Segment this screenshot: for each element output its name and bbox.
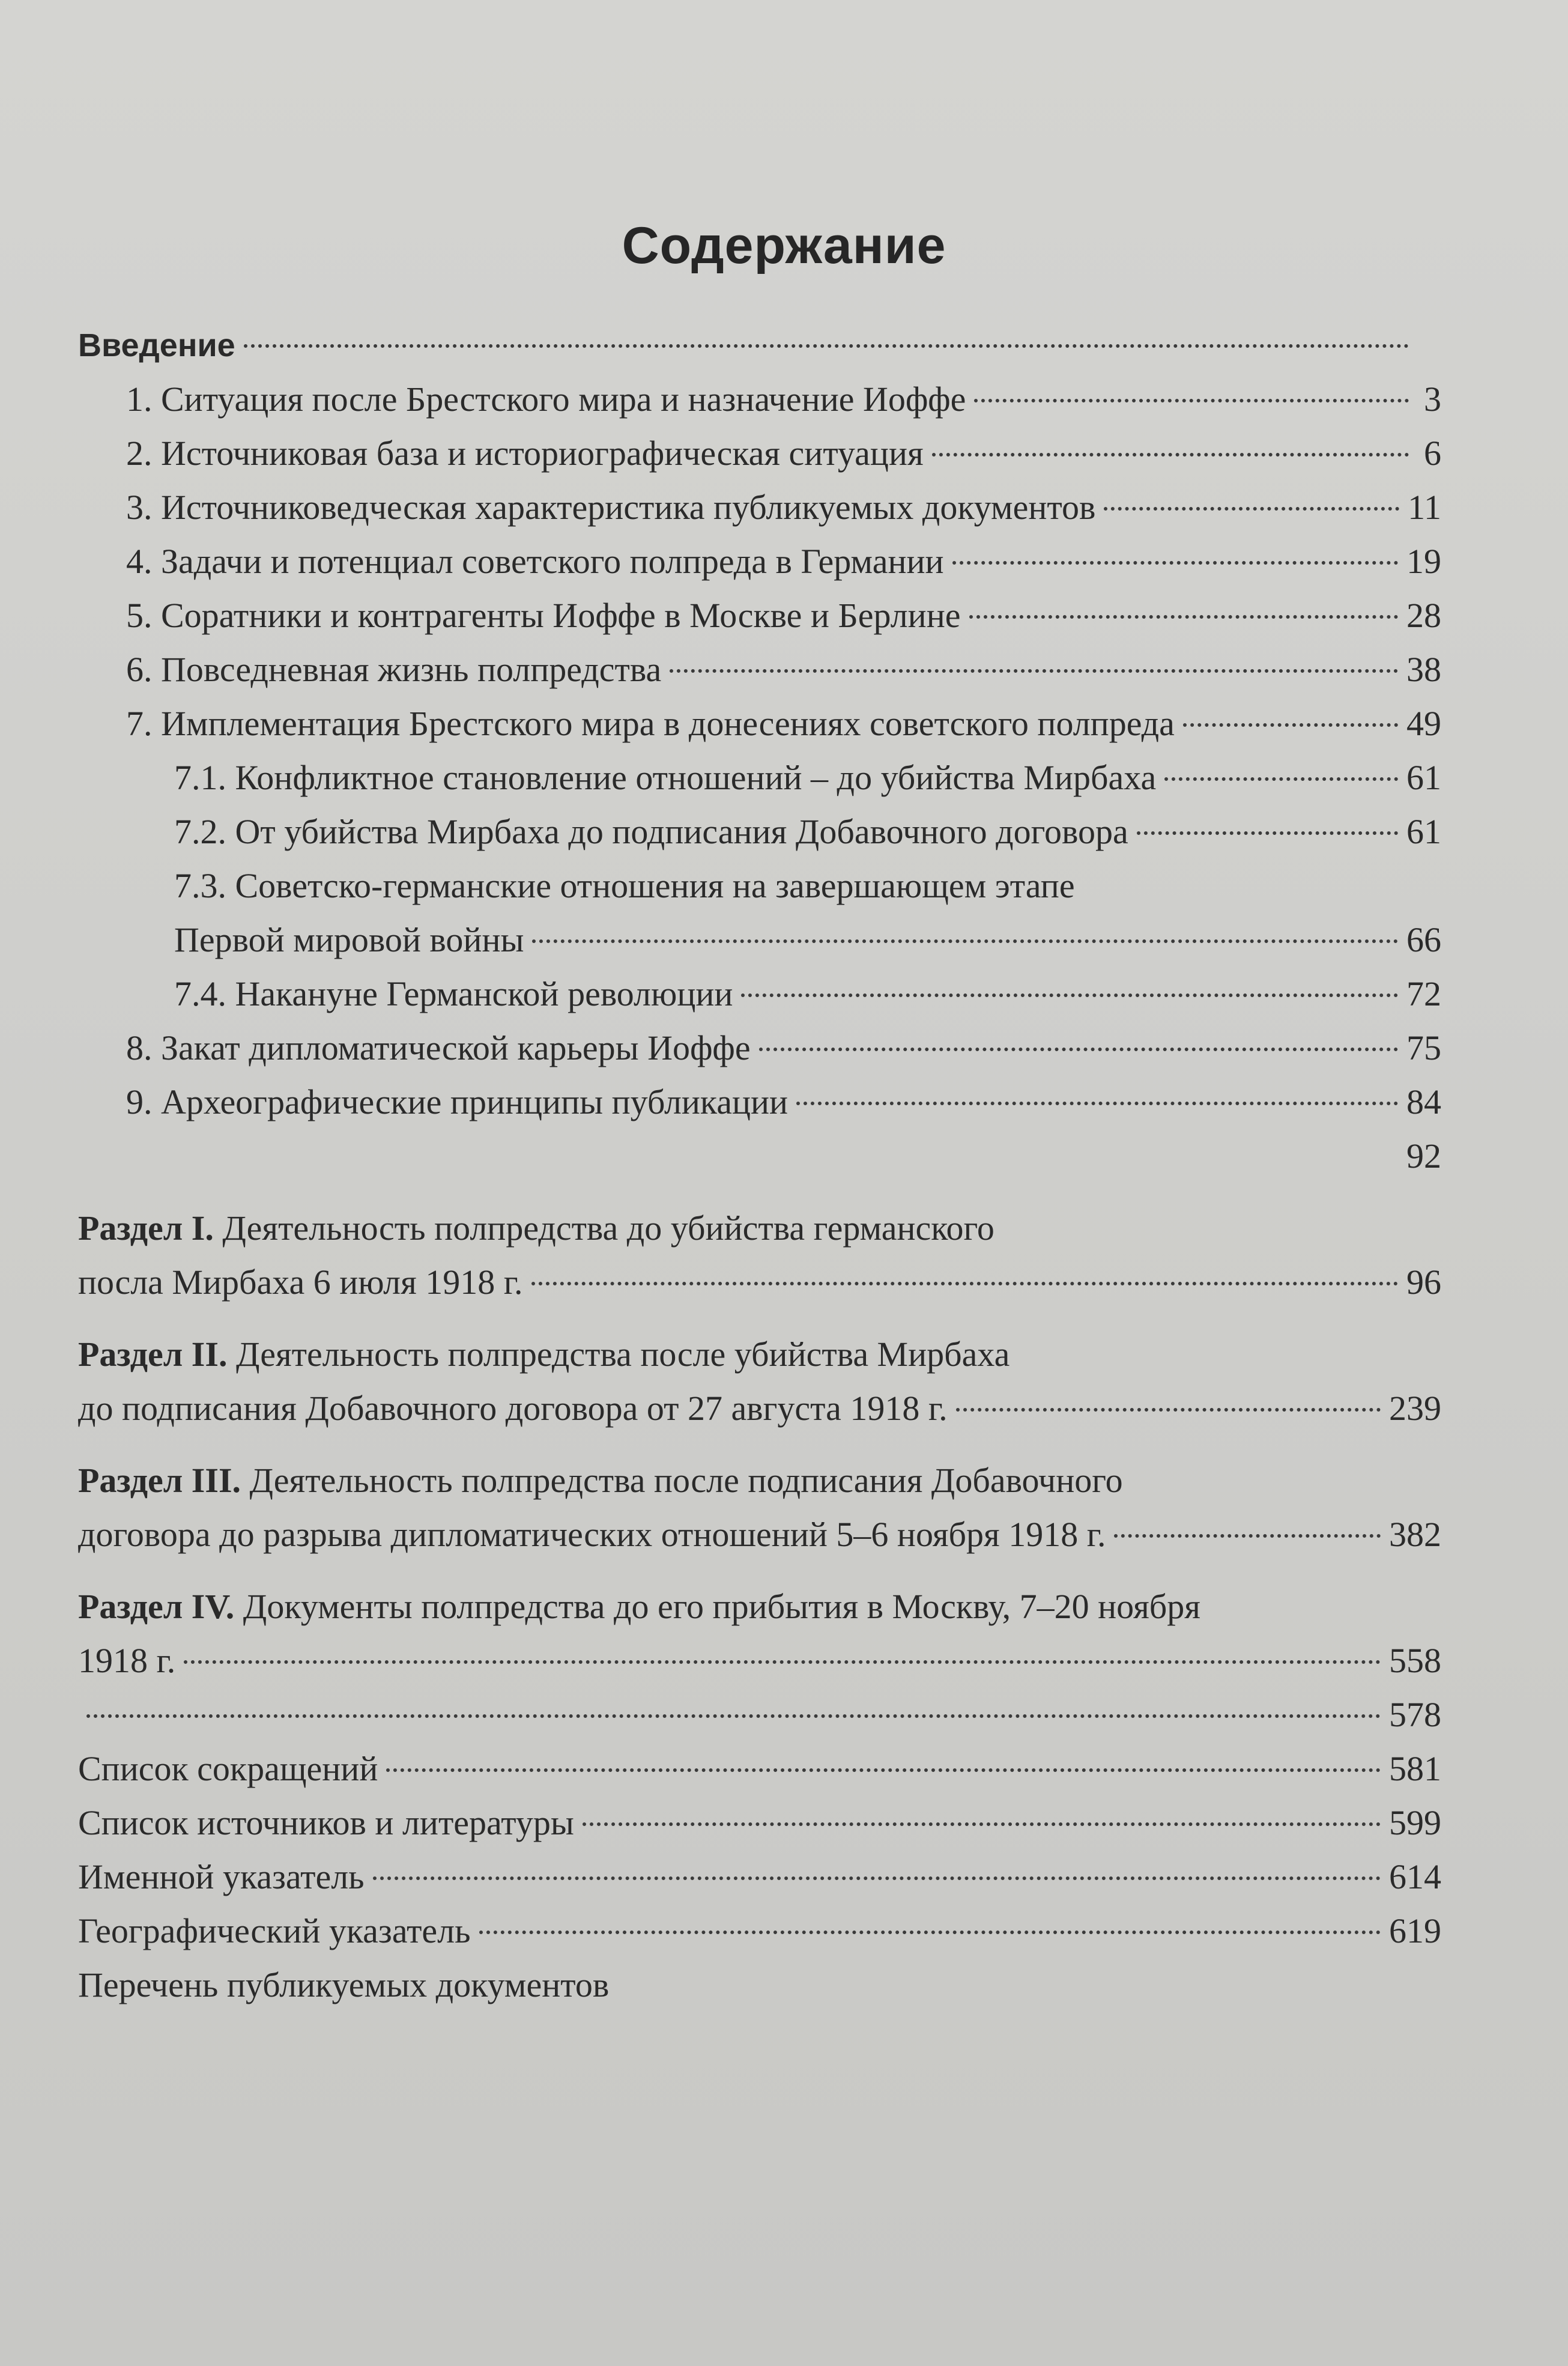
leader-dots <box>974 399 1409 402</box>
toc-page-number: 38 <box>1406 650 1441 689</box>
toc-entry-intro <box>78 318 1441 372</box>
leader-dots <box>244 344 1409 348</box>
leader-dots <box>386 1768 1381 1772</box>
toc-section-title: Деятельность полпредства после подписания Добавочного <box>249 1461 1123 1500</box>
toc-appendix-entry <box>78 1742 1441 1796</box>
toc-page-number: 239 <box>1389 1389 1441 1428</box>
toc-section-line1 <box>78 1580 1441 1634</box>
toc-page-number: 96 <box>1406 1263 1441 1302</box>
toc-section-number: Раздел II. <box>78 1335 228 1374</box>
toc-entry <box>78 643 1441 697</box>
toc-page-number: 92 <box>1406 1136 1441 1175</box>
toc-section-title: Деятельность полпредства до убийства германского <box>222 1209 994 1248</box>
toc-section-line2 <box>78 1255 1441 1309</box>
toc-entry-label: 7.2. От убийства Мирбаха до подписания Добавочного договора <box>174 812 1128 851</box>
toc-entry <box>78 535 1441 589</box>
toc-page-number: 599 <box>1389 1803 1441 1842</box>
toc-entry-spacer <box>78 1129 1441 1183</box>
page-title: Содержание <box>622 217 946 275</box>
toc-entry <box>78 697 1441 751</box>
leader-dots <box>670 669 1398 673</box>
toc-page-number: 558 <box>1389 1641 1441 1680</box>
toc-subentry <box>78 967 1441 1021</box>
toc-page-number: 75 <box>1406 1028 1441 1067</box>
toc-entry-label: 7.4. Накануне Германской революции <box>174 974 733 1013</box>
toc-section-line3 <box>78 1688 1441 1742</box>
toc-page-number: 581 <box>1389 1749 1441 1788</box>
toc-section-title-line2: 1918 г. <box>78 1641 176 1680</box>
toc-page-number: 6 <box>1424 434 1441 473</box>
leader-dots <box>86 1714 1381 1718</box>
leader-dots <box>952 561 1398 565</box>
toc-entry <box>78 372 1441 426</box>
leader-dots <box>531 1282 1398 1285</box>
table-of-contents <box>78 318 1441 2012</box>
leader-dots <box>479 1931 1381 1934</box>
toc-entry-label: Перечень публикуемых документов <box>78 1965 610 2004</box>
toc-section-title: Деятельность полпредства после убийства Мирбаха <box>235 1335 1010 1374</box>
toc-page-number: 61 <box>1406 758 1441 797</box>
leader-dots <box>796 1102 1398 1105</box>
leader-dots <box>373 1876 1381 1880</box>
toc-page-number: 72 <box>1406 974 1441 1013</box>
toc-appendix-entry <box>78 1850 1441 1904</box>
leader-dots <box>932 453 1409 457</box>
toc-section-title: Документы полпредства до его прибытия в Москву, 7–20 ноября <box>243 1587 1200 1626</box>
leader-dots <box>1137 831 1398 835</box>
toc-section-title-line2: до подписания Добавочного договора от 27 августа 1918 г. <box>78 1389 948 1428</box>
toc-section-2 <box>78 1327 1441 1436</box>
toc-section-number: Раздел IV. <box>78 1587 235 1626</box>
toc-entry-label: 7.1. Конфликтное становление отношений – до убийства Мирбаха <box>174 758 1157 797</box>
leader-dots <box>759 1048 1398 1051</box>
toc-section-line1 <box>78 1327 1441 1382</box>
toc-entry <box>78 426 1441 481</box>
toc-entry-label: 5. Соратники и контрагенты Иоффе в Москве и Берлине <box>126 596 961 635</box>
toc-entry-label: 9. Археографические принципы публикации <box>126 1082 789 1121</box>
toc-section-1 <box>78 1201 1441 1309</box>
toc-page-number: 3 <box>1424 380 1441 419</box>
toc-subentry <box>78 805 1441 859</box>
toc-appendix-entry <box>78 1796 1441 1850</box>
toc-page-number: 49 <box>1406 704 1441 743</box>
toc-entry-label: 8. Закат дипломатической карьеры Иоффе <box>126 1028 751 1067</box>
toc-page-number: 619 <box>1389 1911 1441 1950</box>
toc-entry <box>78 589 1441 643</box>
toc-page-number: 11 <box>1408 488 1441 527</box>
toc-entry <box>78 481 1441 535</box>
toc-entry-label: 6. Повседневная жизнь полпредства <box>126 650 662 689</box>
toc-section-line2 <box>78 1508 1441 1562</box>
leader-dots <box>1114 1534 1381 1538</box>
leader-dots <box>956 1408 1381 1412</box>
leader-dots <box>583 1822 1381 1826</box>
toc-entry-label: 3. Источниковедческая характеристика публикуемых документов <box>126 488 1096 527</box>
toc-page-number: 578 <box>1389 1695 1441 1734</box>
toc-section-number: Раздел III. <box>78 1461 241 1500</box>
toc-page-number: 84 <box>1406 1082 1441 1121</box>
toc-appendix-entry <box>78 1958 1441 2012</box>
toc-appendix-entry <box>78 1904 1441 1958</box>
leader-dots <box>741 993 1398 997</box>
toc-section-line2 <box>78 1382 1441 1436</box>
toc-page-number: 19 <box>1406 542 1441 581</box>
toc-entry <box>78 1075 1441 1129</box>
toc-entry-line2 <box>174 913 1441 967</box>
toc-section-number: Раздел I. <box>78 1209 214 1248</box>
toc-page-number: 614 <box>1389 1857 1441 1896</box>
leader-dots <box>532 939 1398 943</box>
toc-entry-label: 1. Ситуация после Брестского мира и назначение Иоффе <box>126 380 966 419</box>
toc-entry <box>78 1021 1441 1075</box>
toc-section-title-line2: договора до разрыва дипломатических отношений 5–6 ноября 1918 г. <box>78 1515 1106 1554</box>
toc-page-number: 66 <box>1406 920 1441 959</box>
toc-section-3 <box>78 1454 1441 1562</box>
leader-dots <box>184 1660 1381 1664</box>
toc-entry-label: Географический указатель <box>78 1911 471 1950</box>
toc-entry-label-line1: 7.3. Советско-германские отношения на завершающем этапе <box>174 866 1075 905</box>
toc-section-4 <box>78 1580 1441 1742</box>
toc-entry-label: Введение <box>78 327 235 363</box>
toc-entry-label: Список сокращений <box>78 1749 378 1788</box>
toc-page-number: 61 <box>1406 812 1441 851</box>
toc-subentry-multiline <box>78 859 1441 967</box>
toc-section-line2 <box>78 1634 1441 1688</box>
toc-entry-label-line2: Первой мировой войны <box>174 920 524 959</box>
toc-subentry <box>78 751 1441 805</box>
toc-section-title-line2: посла Мирбаха 6 июля 1918 г. <box>78 1263 523 1302</box>
toc-entry-label: Именной указатель <box>78 1857 365 1896</box>
leader-dots <box>1164 777 1398 781</box>
toc-entry-label: 4. Задачи и потенциал советского полпреда в Германии <box>126 542 944 581</box>
toc-section-line1 <box>78 1201 1441 1255</box>
toc-page-number: 28 <box>1406 596 1441 635</box>
leader-dots <box>1104 507 1399 511</box>
toc-entry-label: 7. Имплементация Брестского мира в донесениях советского полпреда <box>126 704 1175 743</box>
toc-entry-label: 2. Источниковая база и историографическая ситуация <box>126 434 924 473</box>
toc-page-number: 382 <box>1389 1515 1441 1554</box>
toc-entry-label: Список источников и литературы <box>78 1803 574 1842</box>
leader-dots <box>969 615 1398 619</box>
leader-dots <box>1183 723 1398 727</box>
toc-section-label <box>78 1580 1200 1634</box>
toc-section-line1 <box>78 1454 1441 1508</box>
